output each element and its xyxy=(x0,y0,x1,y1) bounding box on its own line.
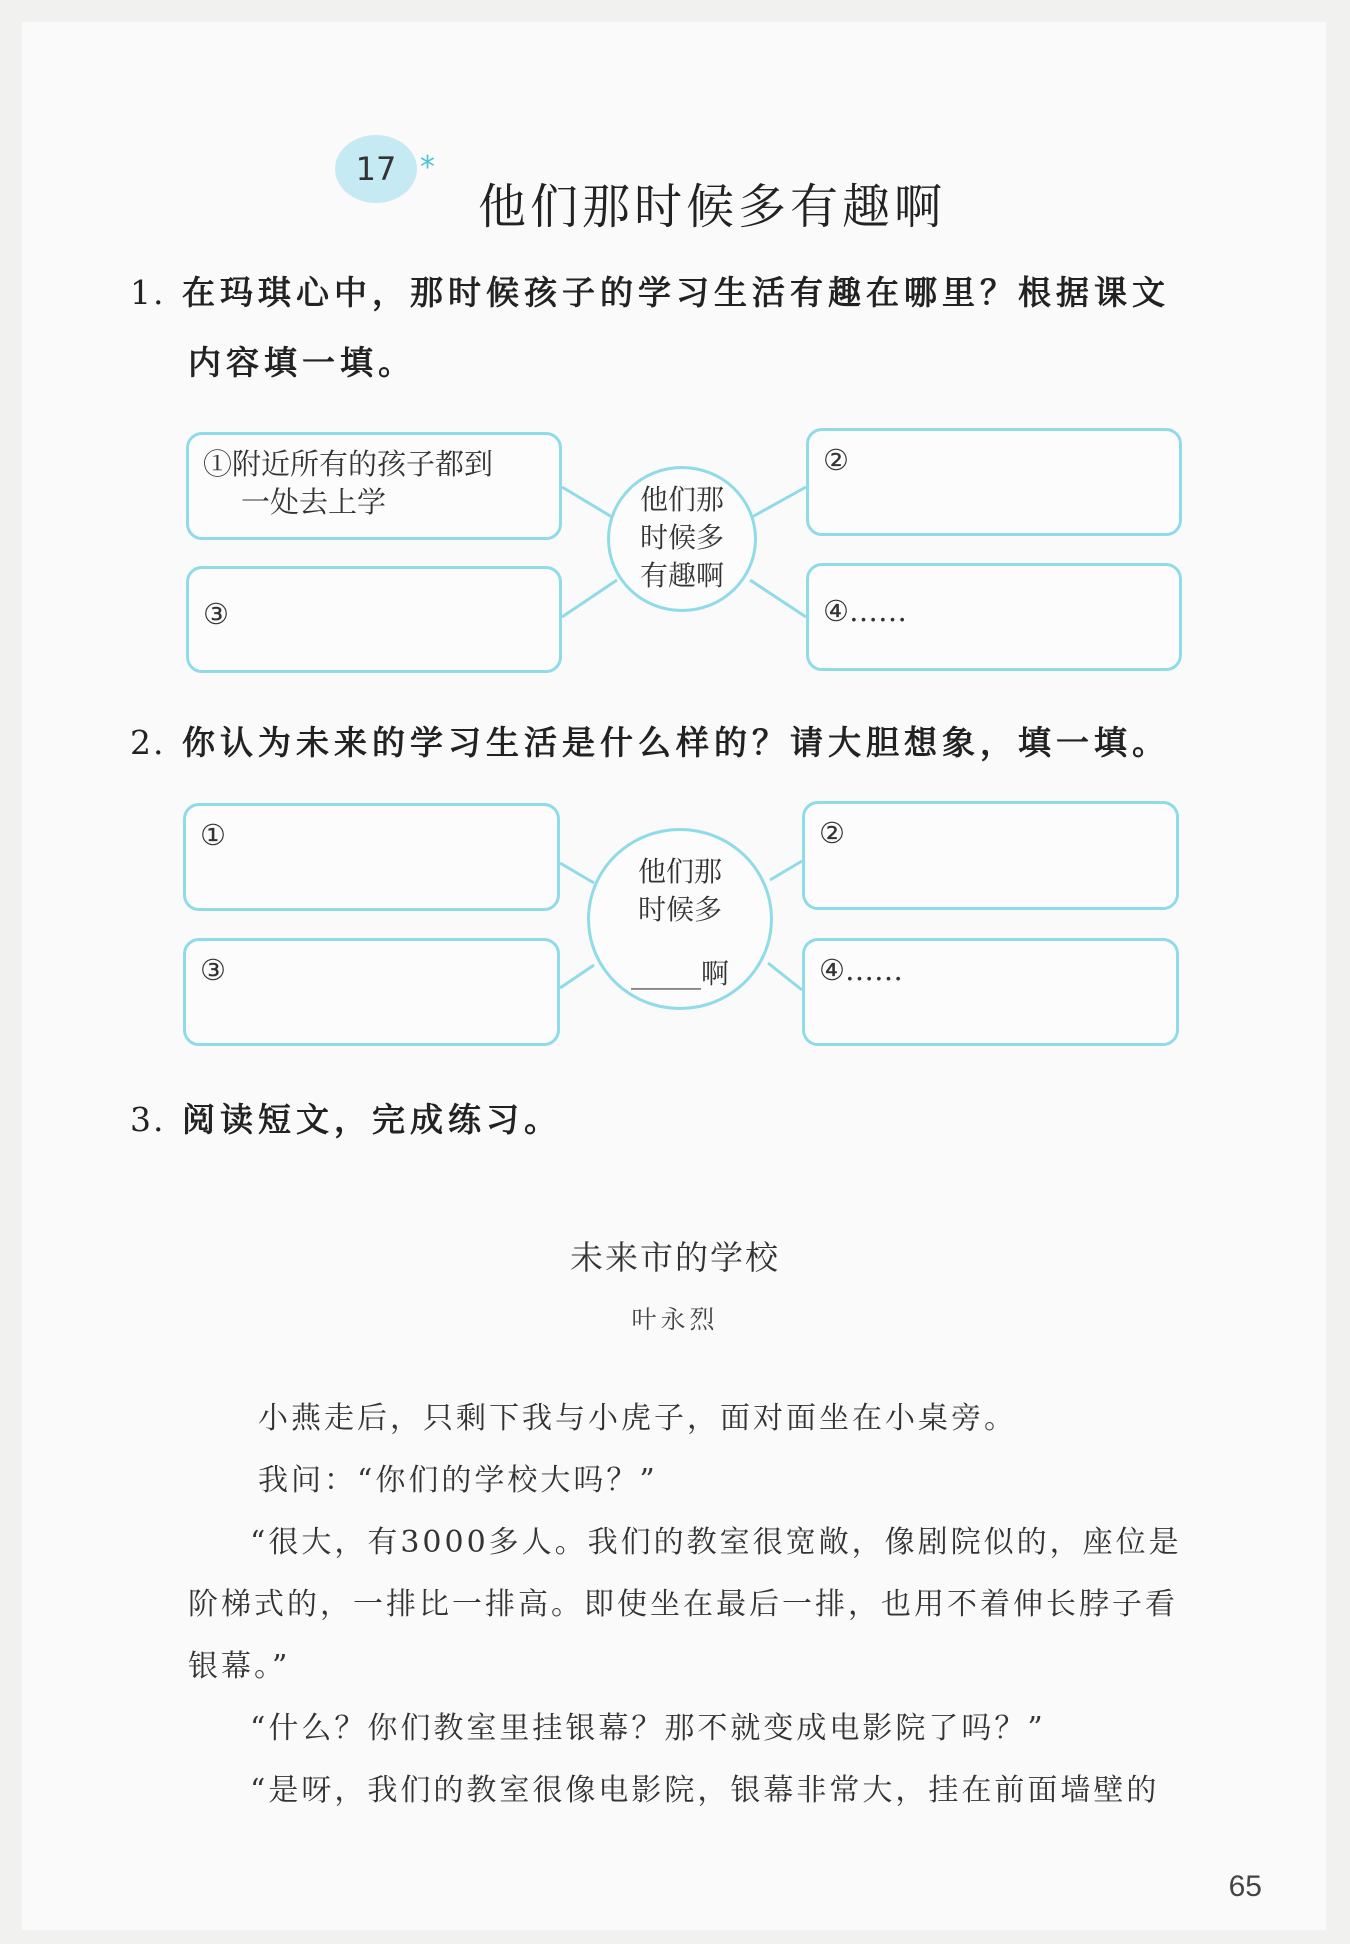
q1-center-line-2: 时候多 xyxy=(639,521,724,554)
q1-box-2-label: ② xyxy=(823,443,849,477)
q1-center-line-1: 他们那 xyxy=(639,483,724,516)
q1-answer-box-1[interactable] xyxy=(186,432,562,540)
question-1-line-2: 内容填一填。 xyxy=(188,343,416,382)
q1-answer-box-4[interactable] xyxy=(806,563,1182,671)
q2-answer-box-2[interactable] xyxy=(802,801,1179,910)
page-number: 65 xyxy=(1228,1870,1262,1903)
reading-author: 叶永烈 xyxy=(631,1305,719,1334)
reading-line-6: “什么？你们教室里挂银幕？那不就变成电影院了吗？” xyxy=(250,1711,1046,1746)
reading-line-2: 我问：“你们的学校大吗？” xyxy=(258,1463,658,1498)
q2-answer-box-4[interactable] xyxy=(802,938,1179,1046)
question-3-text: 阅读短文，完成练习。 xyxy=(182,1100,562,1139)
q1-center-circle xyxy=(607,466,757,612)
reading-title: 未来市的学校 xyxy=(570,1238,780,1277)
lesson-number-badge: 17 xyxy=(335,135,417,203)
q2-answer-box-3[interactable] xyxy=(183,938,560,1046)
q1-answer-box-2[interactable] xyxy=(806,428,1182,536)
q2-answer-box-1[interactable] xyxy=(183,803,560,911)
q2-center-circle xyxy=(587,828,773,1010)
q1-box-1-line-1: ①附近所有的孩子都到 xyxy=(203,447,494,481)
reading-line-5: 银幕。” xyxy=(188,1649,291,1684)
question-1-text: 在玛琪心中，那时候孩子的学习生活有趣在哪里？根据课文 xyxy=(182,273,1170,312)
q2-center-line-2: 时候多 xyxy=(637,893,722,926)
q2-box-4-label: ④…… xyxy=(819,953,903,987)
lesson-star-mark: * xyxy=(420,150,435,185)
reading-line-3: “很大，有3000多人。我们的教室很宽敞，像剧院似的，座位是 xyxy=(250,1525,1182,1560)
reading-line-1: 小燕走后，只剩下我与小虎子，面对面坐在小桌旁。 xyxy=(258,1401,1017,1436)
q2-box-2-label: ② xyxy=(819,816,845,850)
reading-line-4: 阶梯式的，一排比一排高。即使坐在最后一排，也用不着伸长脖子看 xyxy=(188,1587,1178,1622)
question-3-number: 3. xyxy=(130,1100,166,1139)
q1-answer-box-3[interactable] xyxy=(186,566,562,673)
q2-center-line-3: _____啊 xyxy=(630,957,729,990)
q2-center-line-1: 他们那 xyxy=(637,855,722,888)
q1-box-3-label: ③ xyxy=(203,597,229,631)
question-3-line-1 xyxy=(130,1085,562,1155)
question-1-number: 1. xyxy=(130,273,166,312)
question-2-number: 2. xyxy=(130,723,166,762)
q1-box-1-line-2: 一处去上学 xyxy=(241,485,387,519)
question-2-line-1 xyxy=(130,708,1170,778)
q1-box-4-label: ④…… xyxy=(823,594,907,628)
question-2-text: 你认为未来的学习生活是什么样的？请大胆想象，填一填。 xyxy=(182,723,1170,762)
lesson-title: 他们那时候多有趣啊 xyxy=(478,179,947,235)
q2-box-1-label: ① xyxy=(200,818,226,852)
reading-line-7: “是呀，我们的教室很像电影院，银幕非常大，挂在前面墙壁的 xyxy=(250,1773,1160,1808)
q1-center-line-3: 有趣啊 xyxy=(639,559,724,592)
q2-box-3-label: ③ xyxy=(200,953,226,987)
